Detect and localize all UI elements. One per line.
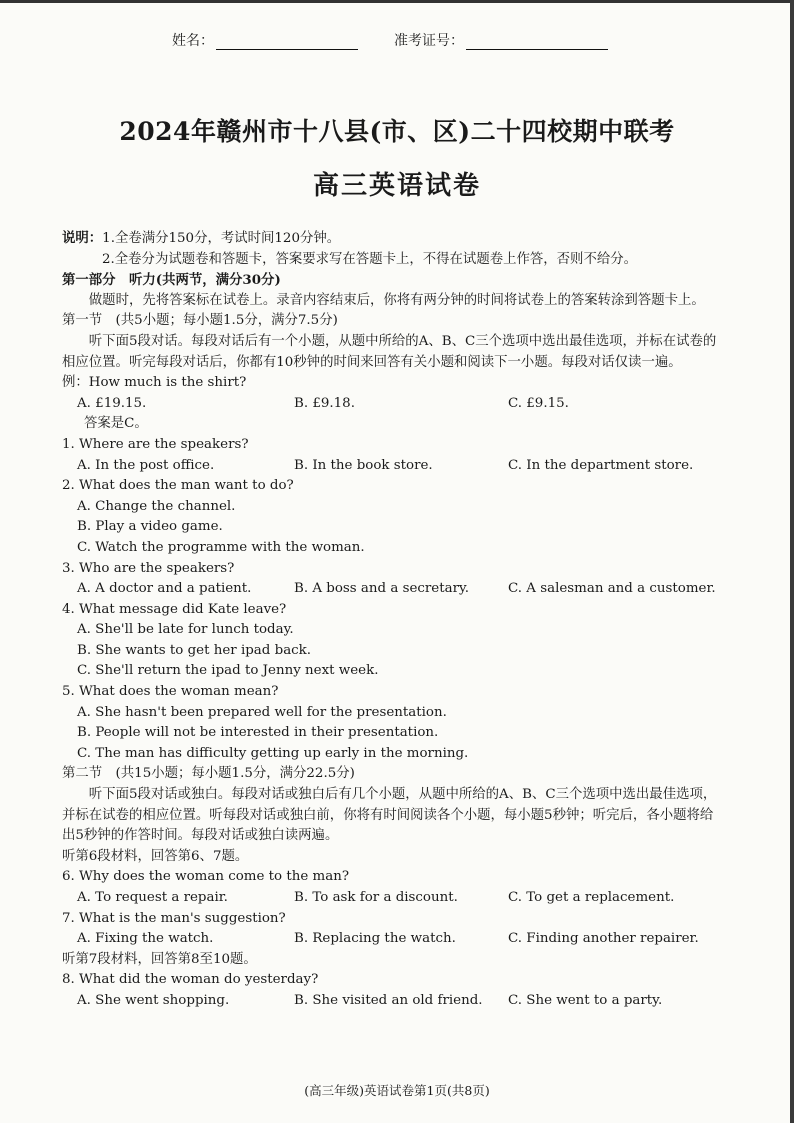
exam-subtitle: 高三英语试卷 bbox=[312, 171, 481, 201]
option-b: B. In the book store. bbox=[294, 457, 433, 473]
question-6: 6. Why does the woman come to the man? bbox=[62, 869, 350, 885]
section2-heading: 第二节 (共15小题；每小题1.5分，满分22.5分) bbox=[62, 766, 355, 782]
note-label: 说明： bbox=[62, 230, 103, 246]
option-a: A. Change the channel. bbox=[77, 498, 236, 514]
section2-intro: 听下面5段对话或独白。每段对话或独白后有几个小题，从题中所给的A、B、C三个选项中选出最佳选项，并标在试卷的相应位置。听每段对话或独白前，你将有时间阅读各个小题，每小题5秒钟；听完后，各小题将给出5秒钟的作答时间。每段对话或独白读两遍。 bbox=[62, 787, 717, 844]
option-b: B. £9.18. bbox=[294, 395, 355, 411]
example-options bbox=[62, 394, 724, 415]
option-c: C. She'll return the ipad to Jenny next week. bbox=[77, 663, 379, 679]
option-c: C. Finding another repairer. bbox=[508, 931, 699, 947]
question-6-options bbox=[62, 888, 724, 909]
exam-title: 2024年赣州市十八县(市、区)二十四校期中联考 bbox=[119, 117, 675, 146]
material-7-instruction: 听第7段材料，回答第8至10题。 bbox=[62, 951, 257, 967]
name-field bbox=[172, 30, 358, 50]
option-c: C. £9.15. bbox=[508, 395, 569, 411]
option-b: B. To ask for a discount. bbox=[294, 890, 458, 905]
exam-number-field bbox=[394, 30, 608, 50]
option-c: C. Watch the programme with the woman. bbox=[77, 539, 365, 555]
option-a: A. Fixing the watch. bbox=[77, 931, 214, 947]
section1-intro: 听下面5段对话。每段对话后有一个小题，从题中所给的A、B、C三个选项中选出最佳选项，并标在试卷的相应位置。听完每段对话后，你都有10秒钟的时间来回答有关小题和阅读下一小题。每段对话仅读一遍。 bbox=[62, 333, 717, 370]
note-line-1: 说明：1.全卷满分150分，考试时间120分钟。 bbox=[62, 230, 341, 246]
example-answer: 答案是C。 bbox=[84, 416, 148, 432]
exam-number-blank bbox=[466, 33, 608, 50]
question-2: 2. What does the man want to do? bbox=[62, 478, 294, 494]
question-5: 5. What does the woman mean? bbox=[62, 684, 279, 700]
name-label: 姓名： bbox=[172, 33, 214, 49]
candidate-info bbox=[172, 30, 608, 50]
part1-intro: 做题时，先将答案标在试卷上。录音内容结束后，你将有两分钟的时间将试卷上的答案转涂到答题卡上。 bbox=[88, 292, 705, 308]
exam-body bbox=[62, 228, 724, 1012]
option-b: B. A boss and a secretary. bbox=[294, 581, 470, 597]
option-c: C. To get a replacement. bbox=[508, 890, 675, 905]
option-c: C. She went to a party. bbox=[508, 992, 663, 1008]
question-8: 8. What did the woman do yesterday? bbox=[62, 972, 319, 988]
question-8-options bbox=[62, 991, 724, 1012]
question-3: 3. Who are the speakers? bbox=[62, 560, 235, 576]
example-question: 例：How much is the shirt? bbox=[62, 375, 247, 391]
option-a: A. She went shopping. bbox=[77, 992, 230, 1008]
option-b: B. Replacing the watch. bbox=[294, 931, 456, 947]
name-blank bbox=[216, 33, 358, 50]
option-b: B. She visited an old friend. bbox=[294, 992, 483, 1008]
exam-number-label: 准考证号： bbox=[394, 33, 464, 49]
question-1: 1. Where are the speakers? bbox=[62, 436, 249, 452]
option-a: A. She hasn't been prepared well for the presentation. bbox=[77, 704, 447, 720]
question-7: 7. What is the man's suggestion? bbox=[62, 910, 286, 926]
option-a: A. To request a repair. bbox=[77, 890, 228, 905]
option-b: B. She wants to get her ipad back. bbox=[77, 642, 312, 658]
option-c: C. In the department store. bbox=[508, 457, 694, 473]
question-3-options bbox=[62, 579, 724, 600]
option-c: C. A salesman and a customer. bbox=[508, 581, 716, 597]
section1-heading: 第一节 (共5小题；每小题1.5分，满分7.5分) bbox=[62, 313, 338, 329]
scan-top-edge bbox=[0, 0, 794, 3]
option-a: A. In the post office. bbox=[77, 457, 215, 473]
option-a: A. She'll be late for lunch today. bbox=[77, 622, 294, 638]
page-footer: (高三年级)英语试卷第1页(共8页) bbox=[304, 1083, 490, 1098]
material-6-instruction: 听第6段材料，回答第6、7题。 bbox=[62, 848, 249, 864]
question-7-options bbox=[62, 929, 724, 950]
option-b: B. Play a video game. bbox=[77, 519, 223, 535]
note-line-2: 2.全卷分为试题卷和答题卡，答案要求写在答题卡上，不得在试题卷上作答，否则不给分。 bbox=[102, 251, 638, 267]
option-b: B. People will not be interested in their presentation. bbox=[77, 725, 439, 741]
option-a: A. A doctor and a patient. bbox=[77, 581, 252, 597]
question-4: 4. What message did Kate leave? bbox=[62, 601, 287, 617]
option-c: C. The man has difficulty getting up early in the morning. bbox=[77, 745, 469, 761]
question-1-options bbox=[62, 456, 724, 477]
option-a: A. £19.15. bbox=[77, 395, 147, 411]
part1-heading: 第一部分 听力(共两节，满分30分) bbox=[62, 272, 281, 289]
